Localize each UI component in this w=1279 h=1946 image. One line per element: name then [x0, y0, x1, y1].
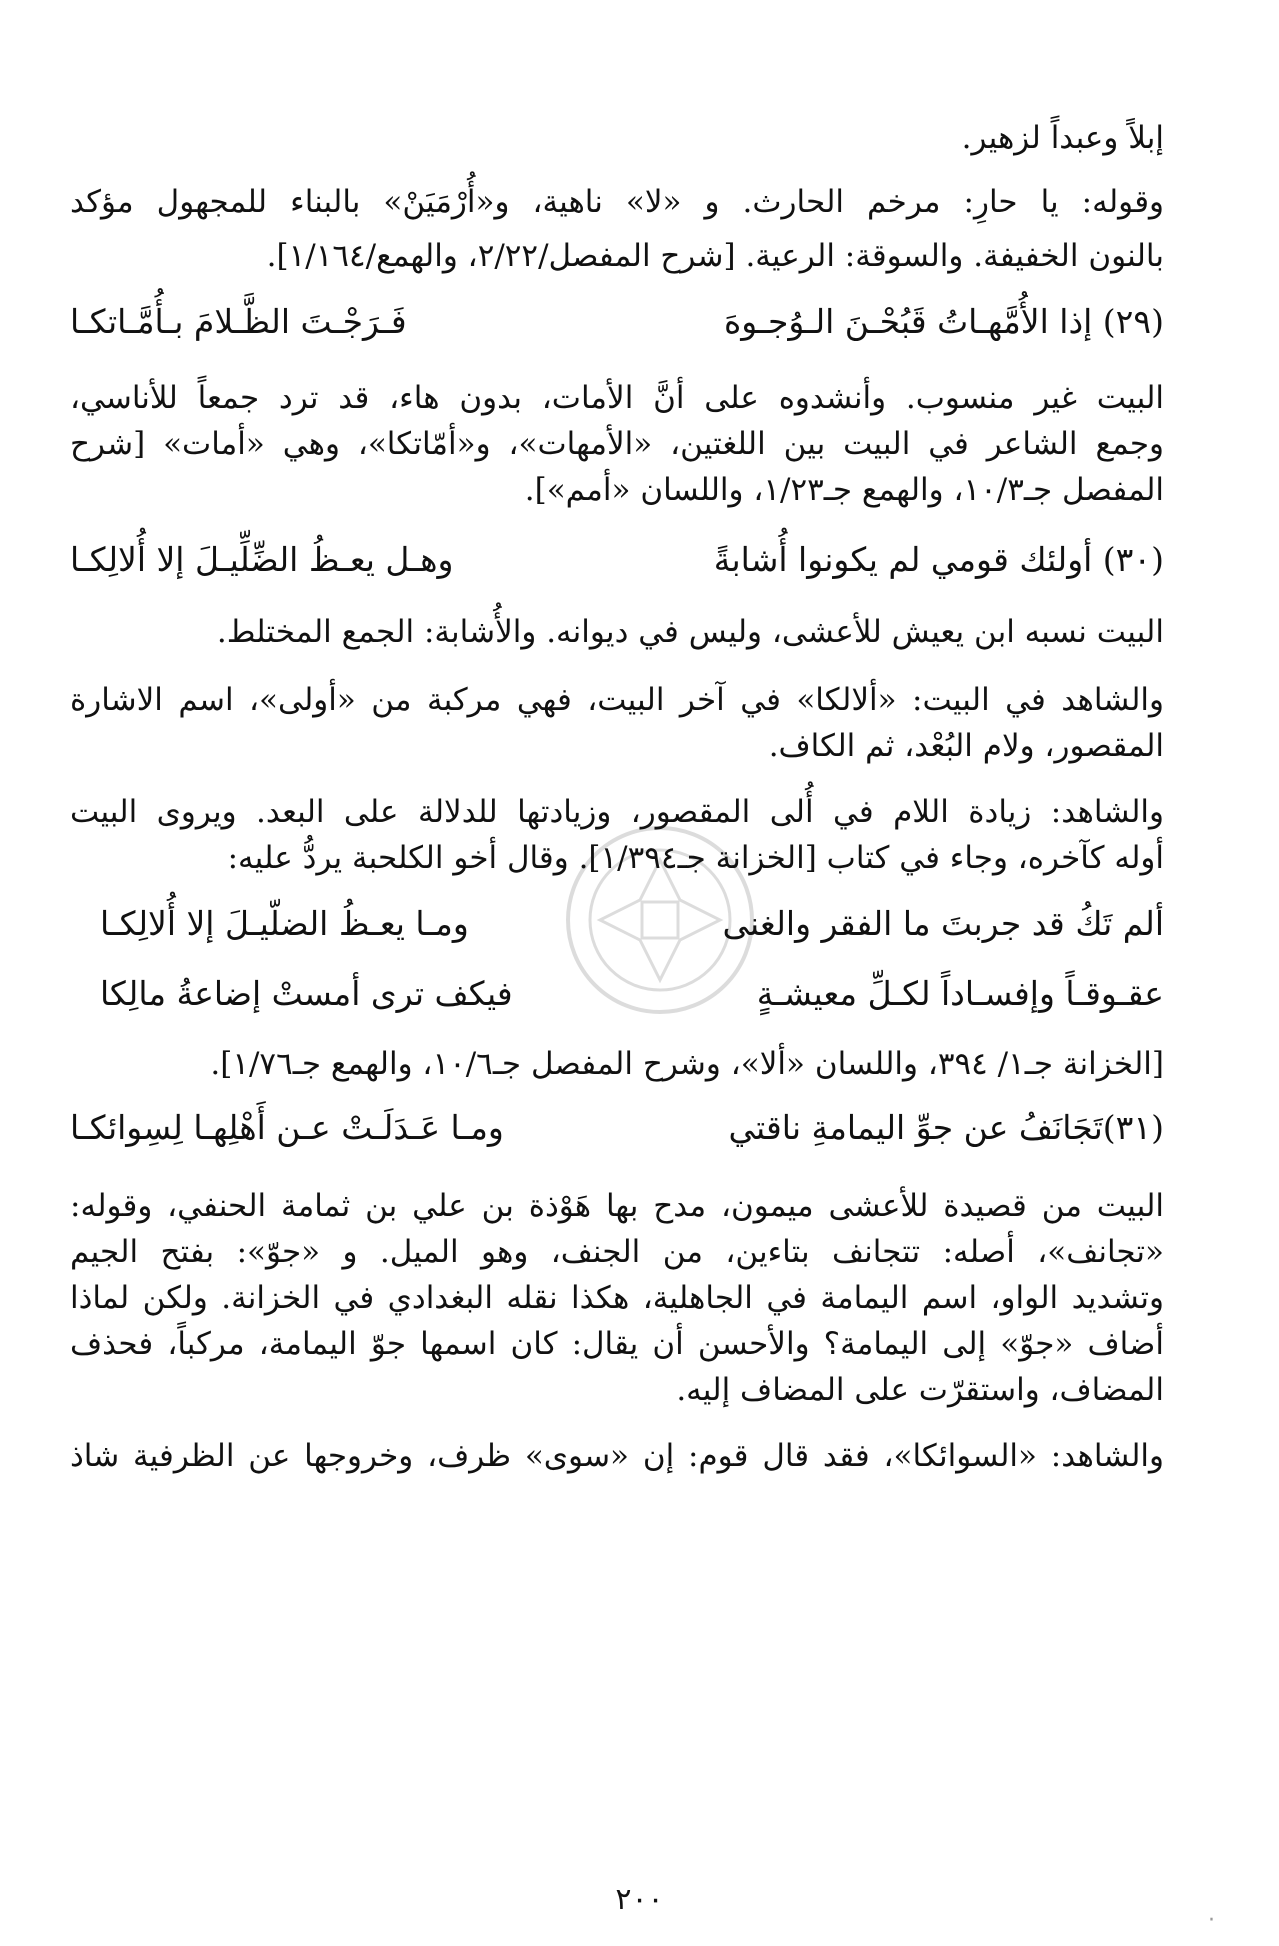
text-line: المضاف، واستقرّت على المضاف إليه. [676, 1372, 1164, 1408]
verse-hemistich-second: ومـا يعـظُ الضلّيـلَ إلا أُلالِكـا [100, 904, 469, 943]
text-line: وقوله: يا حارِ: مرخم الحارث. و «لا» ناهية، و«أُرْمَيَنْ» بالبناء للمجهول مؤكد [70, 184, 1164, 220]
text-line: «تجانف»، أصله: تتجانف بتاءين، من الجنف، وهو الميل. و «جوّ»: بفتح الجيم [70, 1234, 1164, 1270]
text-line: أضاف «جوّ» إلى اليمامة؟ والأحسن أن يقال: كان اسمها جوّ اليمامة، مركباً، فحذف [70, 1326, 1164, 1362]
text-line: المفصل جـ١٠/٣، والهمع جـ١/٢٣، واللسان «أمم»]. [524, 472, 1164, 508]
text-line: والشاهد في البيت: «ألالكا» في آخر البيت، فهي مركبة من «أولى»، اسم الاشارة [70, 682, 1164, 718]
margin-mark: · [1208, 1908, 1215, 1933]
text-line: البيت نسبه ابن يعيش للأعشى، وليس في ديوانه. والأُشابة: الجمع المختلط. [216, 614, 1164, 650]
text-line-continuation: إبلاً وعبداً لزهير. [961, 120, 1164, 156]
page-number: ٢٠٠ [615, 1882, 664, 1917]
text-line: بالنون الخفيفة. والسوقة: الرعية. [شرح المفصل/٢/٢٢، والهمع/١/١٦٤]. [266, 238, 1164, 274]
text-line: والشاهد: «السوائكا»، فقد قال قوم: إن «سوى» ظرف، وخروجها عن الظرفية شاذ [70, 1438, 1164, 1474]
text-line: والشاهد: زيادة اللام في أُلى المقصور، وزيادتها للدلالة على البعد. ويروى البيت [70, 794, 1164, 830]
verse-hemistich-first: (٣١)تَجَانَفُ عن جوِّ اليمامةِ ناقتي [728, 1108, 1164, 1147]
verse-hemistich-second: فَـرَجْـتَ الظَّـلامَ بـأُمَّـاتكـا [70, 302, 407, 341]
text-line: أوله كآخره، وجاء في كتاب [الخزانة جـ١/٣٩٤]. وقال أخو الكلحبة يردُّ عليه: [227, 840, 1164, 876]
verse-hemistich-second: فيكف ترى أمستْ إضاعةُ مالِكا [100, 974, 513, 1013]
text-line: وجمع الشاعر في البيت بين اللغتين، «الأمهات»، و«أمّاتكا»، وهي «أمات» [شرح [70, 426, 1164, 462]
verse-hemistich-second: ومـا عَـدَلَـتْ عـن أَهْلِهـا لِسِوائكـا [70, 1108, 504, 1147]
verse-hemistich-first: عقـوقـاً وإفسـاداً لكـلِّ معيشـةٍ [756, 974, 1164, 1013]
verse-hemistich-first: ألم تَكُ قد جربتَ ما الفقر والغنى [722, 904, 1164, 943]
text-line: البيت غير منسوب. وأنشدوه على أنَّ الأمات، بدون هاء، قد ترد جمعاً للأناسي، [70, 380, 1164, 416]
verse-hemistich-second: وهـل يعـظُ الضِّلِّيـلَ إلا أُلالِكـا [70, 540, 454, 579]
verse-hemistich-first: (٣٠) أولئك قومي لم يكونوا أُشابةً [713, 540, 1164, 579]
verse-hemistich-first: (٢٩) إذا الأُمَّهـاتُ قَبُحْـنَ الـوُجـوهَ [723, 302, 1164, 341]
text-line: وتشديد الواو، اسم اليمامة في الجاهلية، هكذا نقله البغدادي في الخزانة. ولكن لماذا [70, 1280, 1164, 1316]
text-line: البيت من قصيدة للأعشى ميمون، مدح بها هَوْذة بن علي بن ثمامة الحنفي، وقوله: [70, 1188, 1164, 1224]
text-line-reference: [الخزانة جـ١/ ٣٩٤، واللسان «ألا»، وشرح المفصل جـ١٠/٦، والهمع جـ١/٧٦]. [210, 1046, 1164, 1082]
text-line: المقصور، ولام البُعْد، ثم الكاف. [768, 728, 1164, 764]
